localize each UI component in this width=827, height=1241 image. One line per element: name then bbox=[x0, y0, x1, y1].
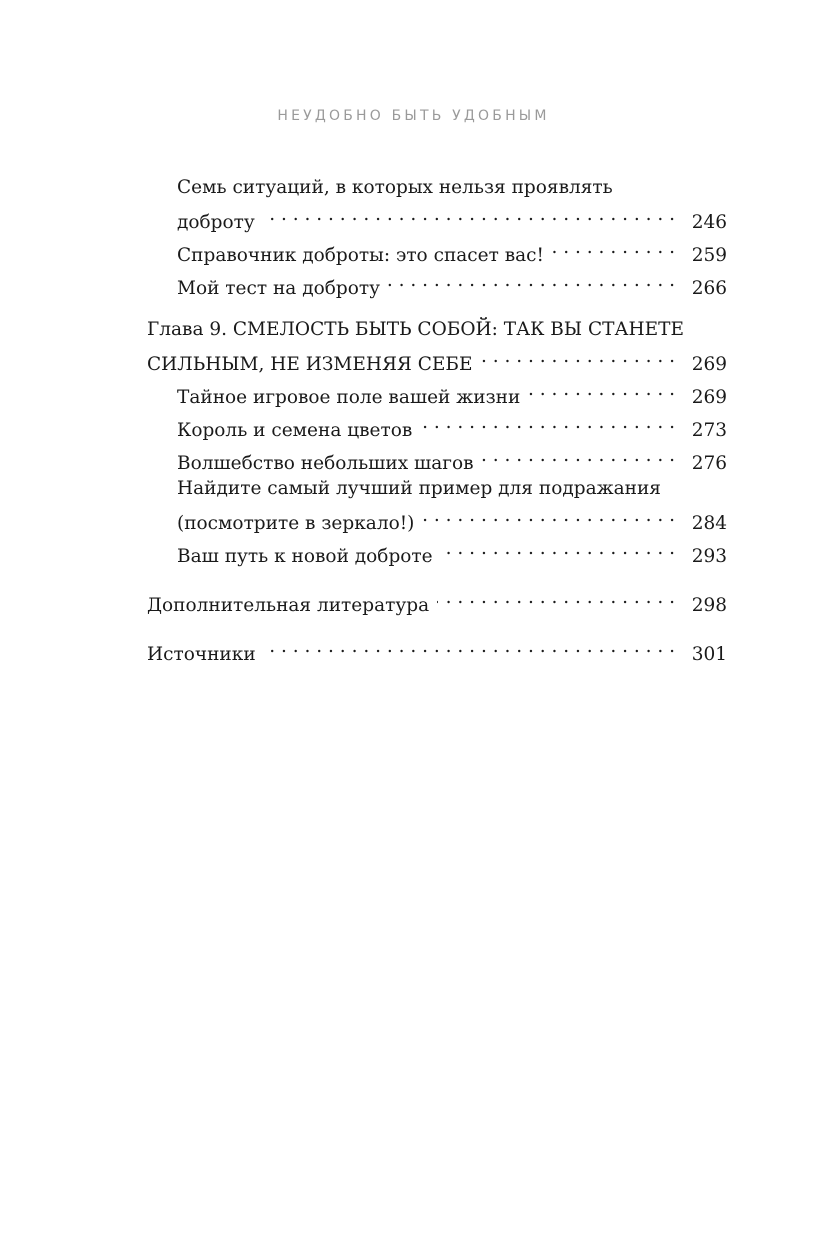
toc-entry-title: Король и семена цветов bbox=[177, 420, 413, 441]
leader-dots bbox=[264, 633, 675, 660]
leader-dots bbox=[482, 442, 676, 469]
toc-entry[interactable] bbox=[177, 409, 727, 441]
toc-entry[interactable] bbox=[147, 584, 727, 616]
toc-page-number: 301 bbox=[691, 644, 727, 665]
toc-entry-title: Волшебство небольших шагов bbox=[177, 453, 474, 474]
toc-page-number: 246 bbox=[691, 212, 727, 233]
toc-entry[interactable] bbox=[177, 475, 727, 534]
toc-page-number: 266 bbox=[691, 278, 727, 299]
toc-entry[interactable] bbox=[177, 234, 727, 266]
toc-entry[interactable] bbox=[177, 174, 727, 233]
leader-dots bbox=[481, 343, 675, 370]
toc-entry[interactable] bbox=[177, 535, 727, 567]
toc-chapter-title-continued: СИЛЬНЫМ, НЕ ИЗМЕНЯЯ СЕБЕ bbox=[147, 354, 473, 375]
leader-dots bbox=[388, 267, 675, 294]
toc-entry-title: Справочник доброты: это спасет вас! bbox=[177, 245, 544, 266]
leader-dots bbox=[422, 502, 675, 529]
toc-entry-title: Мой тест на доброту bbox=[177, 278, 380, 299]
toc-page-number: 269 bbox=[691, 387, 727, 408]
toc-chapter-title: Глава 9. СМЕЛОСТЬ БЫТЬ СОБОЙ: ТАК ВЫ СТАНЕТЕ bbox=[147, 319, 684, 340]
leader-dots bbox=[528, 376, 675, 403]
toc-entry-title-continued: (посмотрите в зеркало!) bbox=[177, 513, 415, 534]
toc-page-number: 273 bbox=[691, 420, 727, 441]
table-of-contents bbox=[147, 174, 727, 665]
leader-dots bbox=[441, 535, 675, 562]
leader-dots bbox=[437, 584, 675, 611]
toc-page-number: 276 bbox=[691, 453, 727, 474]
toc-entry[interactable] bbox=[177, 376, 727, 408]
leader-dots bbox=[263, 201, 675, 228]
toc-entry[interactable] bbox=[147, 633, 727, 665]
toc-page-number: 284 bbox=[691, 513, 727, 534]
toc-entry[interactable] bbox=[177, 442, 727, 474]
leader-dots bbox=[420, 409, 675, 436]
toc-entry-title: Найдите самый лучший пример для подражания bbox=[177, 478, 661, 499]
toc-entry-title: Семь ситуаций, в которых нельзя проявлять bbox=[177, 177, 613, 198]
toc-entry-title: Тайное игровое поле вашей жизни bbox=[177, 387, 521, 408]
toc-entry-title: Источники bbox=[147, 644, 256, 665]
toc-chapter-entry[interactable] bbox=[147, 316, 727, 375]
toc-page-number: 259 bbox=[691, 245, 727, 266]
toc-entry-title: Дополнительная литература bbox=[147, 595, 430, 616]
toc-entry-title-continued: доброту bbox=[177, 212, 255, 233]
toc-page-number: 293 bbox=[691, 546, 727, 567]
toc-entry-title: Ваш путь к новой доброте bbox=[177, 546, 433, 567]
leader-dots bbox=[552, 234, 675, 261]
toc-page-number: 298 bbox=[691, 595, 727, 616]
toc-entry[interactable] bbox=[177, 267, 727, 299]
toc-page-number: 269 bbox=[691, 354, 727, 375]
running-head: НЕУДОБНО БЫТЬ УДОБНЫМ bbox=[277, 108, 550, 124]
